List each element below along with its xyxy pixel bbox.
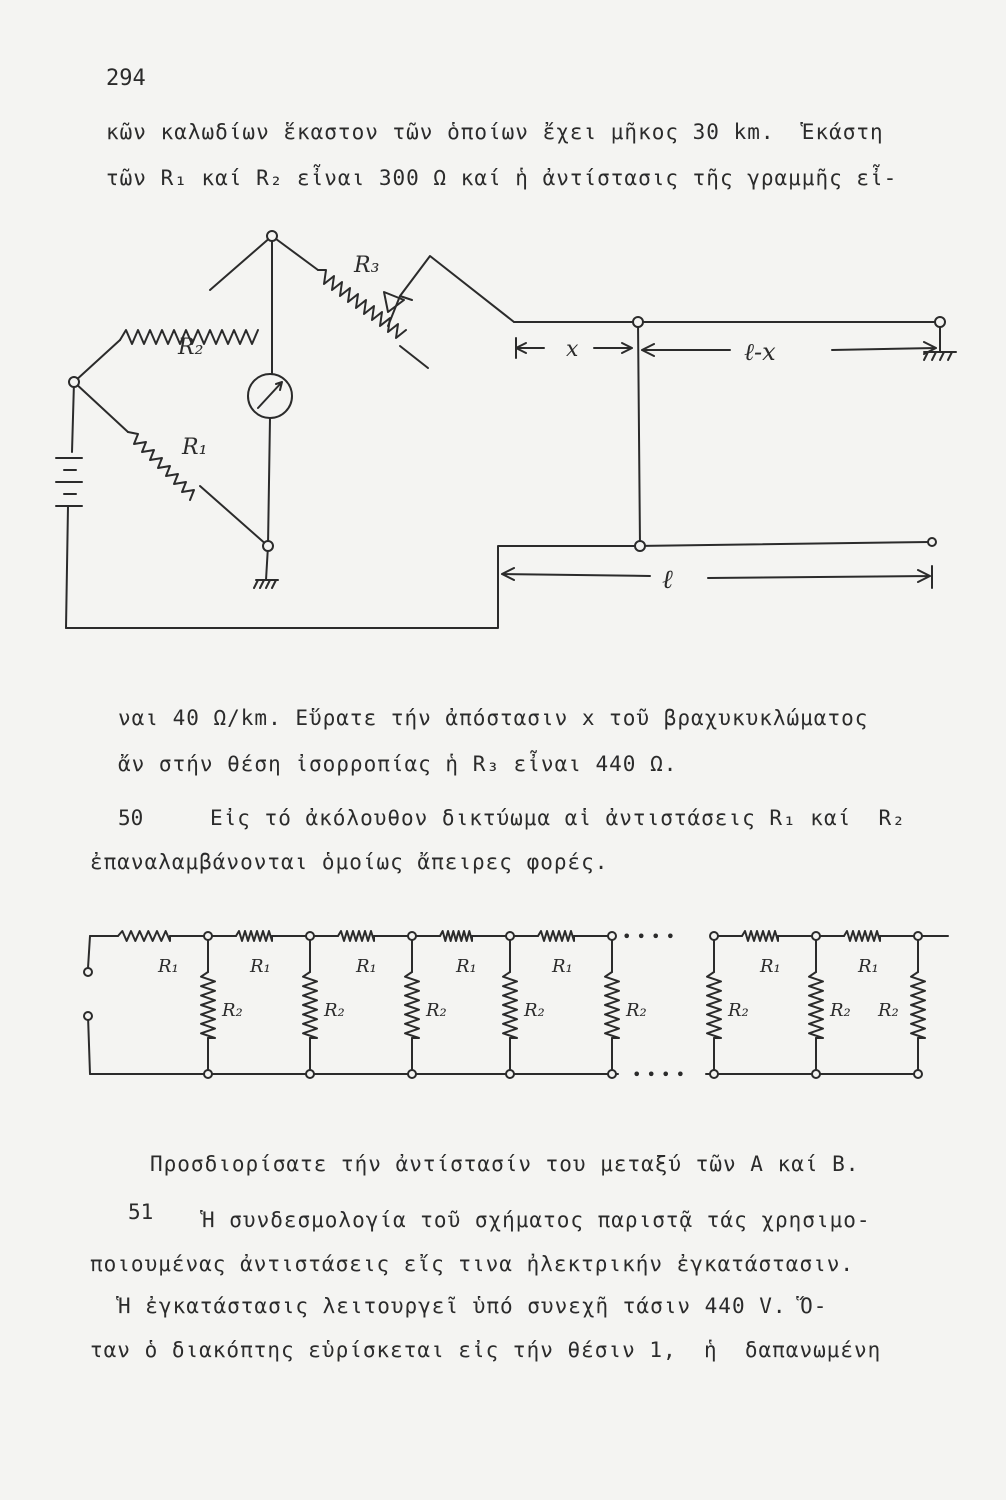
node — [204, 932, 212, 940]
ellipsis: • • • • — [632, 1065, 686, 1084]
wire — [74, 340, 120, 382]
label-r1: R₁ — [250, 956, 271, 977]
resistor-r3 — [318, 270, 406, 338]
wire — [66, 506, 68, 628]
wire — [638, 322, 640, 546]
wire — [400, 346, 428, 368]
node — [408, 1070, 416, 1078]
exercise-number: 50 — [118, 806, 144, 830]
node — [69, 377, 79, 387]
label-l: ℓ — [662, 565, 673, 595]
label-r2: R₂ — [830, 1000, 851, 1021]
label-r2: R₂ — [222, 1000, 243, 1021]
wire — [272, 236, 318, 270]
battery — [56, 458, 82, 506]
label-r2: R₂ — [178, 335, 204, 360]
label-r1: R₁ — [456, 956, 477, 977]
resistor-r2 — [503, 972, 517, 1038]
resistor-r1 — [338, 931, 374, 941]
text-line: Εἰς τό ἀκόλουθον δικτύωμα αἱ ἀντιστάσεις R₁ καί R₂ — [210, 806, 906, 830]
label-r1: R₁ — [760, 956, 781, 977]
ladder-network-diagram — [0, 920, 1006, 1090]
label-r1: R₁ — [552, 956, 573, 977]
text-line: Ἡ ἐγκατάστασις λειτουργεῖ ὑπό συνεχῆ τάσιν 440 V. Ὅ- — [118, 1294, 828, 1318]
terminal-a — [84, 968, 92, 976]
label-x: x — [566, 337, 579, 362]
resistor-r2 — [605, 972, 619, 1038]
node — [306, 1070, 314, 1078]
node — [608, 932, 616, 940]
text-line: τῶν R₁ καί R₂ εἶναι 300 Ω καί ἡ ἀντίστασις τῆς γραμμῆς εἶ- — [106, 166, 898, 190]
label-r2: R₂ — [626, 1000, 647, 1021]
resistor-r1 — [118, 931, 170, 941]
node — [635, 541, 645, 551]
resistor-r1 — [440, 931, 472, 941]
node — [506, 1070, 514, 1078]
resistor-r2 — [809, 972, 823, 1038]
wire — [72, 382, 74, 452]
label-r2: R₂ — [426, 1000, 447, 1021]
label-l-minus-x: ℓ-x — [744, 338, 776, 366]
label-r1: R₁ — [356, 956, 377, 977]
label-r2: R₂ — [878, 1000, 899, 1021]
node — [306, 932, 314, 940]
resistor-r1 — [742, 931, 778, 941]
ellipsis: • • • • — [622, 927, 676, 946]
dimension-l — [502, 566, 932, 588]
text-line: Προσδιορίσατε τήν ἀντίστασίν του μεταξύ τῶν Α καί Β. — [150, 1152, 860, 1176]
resistor-r2 — [911, 972, 925, 1038]
resistor-r1 — [236, 931, 272, 941]
wire — [636, 542, 930, 546]
wire — [66, 546, 636, 628]
resistor-r2 — [707, 972, 721, 1038]
resistor-r1 — [538, 931, 574, 941]
text-line: ναι 40 Ω/km. Εὕρατε τήν ἀπόστασιν x τοῦ βραχυκυκλώματος — [118, 706, 869, 730]
ground-symbol — [254, 580, 278, 588]
wire — [200, 486, 268, 546]
node — [928, 538, 936, 546]
node — [935, 317, 945, 327]
resistor-r2 — [303, 972, 317, 1038]
text-line: Ἡ συνδεσμολογία τοῦ σχήματος παριστᾷ τάς χρησιμο- — [202, 1208, 871, 1232]
wire — [88, 1016, 90, 1074]
label-r1: R₁ — [182, 435, 208, 460]
exercise-number: 51 — [128, 1200, 154, 1224]
label-r2: R₂ — [524, 1000, 545, 1021]
node — [267, 231, 277, 241]
page-number: 294 — [106, 66, 146, 91]
dimension-l-minus-x — [642, 342, 936, 356]
node — [204, 1070, 212, 1078]
text-line: ταν ὁ διακόπτης εὑρίσκεται εἰς τήν θέσιν 1, ἡ δαπανωμένη — [90, 1338, 882, 1362]
node — [812, 1070, 820, 1078]
node — [914, 932, 922, 940]
text-line: ἄν στήν θέση ἰσορροπίας ἡ R₃ εἶναι 440 Ω. — [118, 752, 678, 776]
label-r1: R₁ — [158, 956, 179, 977]
text-line: κῶν καλωδίων ἕκαστον τῶν ὁποίων ἔχει μῆκος 30 km. Ἑκάστη — [106, 120, 884, 144]
terminal-b — [84, 1012, 92, 1020]
wire — [88, 936, 90, 968]
node — [914, 1070, 922, 1078]
text-line: ἐπαναλαμβάνονται ὁμοίως ἄπειρες φορές. — [90, 850, 609, 874]
wire — [210, 236, 272, 290]
resistor-r2 — [201, 972, 215, 1038]
label-r2: R₂ — [324, 1000, 345, 1021]
label-r1: R₁ — [858, 956, 879, 977]
wire — [268, 418, 270, 546]
galvanometer-needle — [258, 382, 282, 408]
resistor-r2 — [405, 972, 419, 1038]
text-line: ποιουμένας ἀντιστάσεις εἴς τινα ἠλεκτρικήν ἐγκατάστασιν. — [90, 1252, 855, 1276]
wire — [74, 382, 128, 432]
node — [710, 1070, 718, 1078]
bridge-circuit-diagram — [0, 0, 1006, 660]
node — [633, 317, 643, 327]
node — [263, 541, 273, 551]
node — [408, 932, 416, 940]
node — [812, 932, 820, 940]
resistor-r1 — [844, 931, 880, 941]
label-r3: R₃ — [354, 253, 380, 278]
node — [710, 932, 718, 940]
label-r2: R₂ — [728, 1000, 749, 1021]
node — [506, 932, 514, 940]
node — [608, 1070, 616, 1078]
r3-slider-arrow — [388, 256, 514, 326]
